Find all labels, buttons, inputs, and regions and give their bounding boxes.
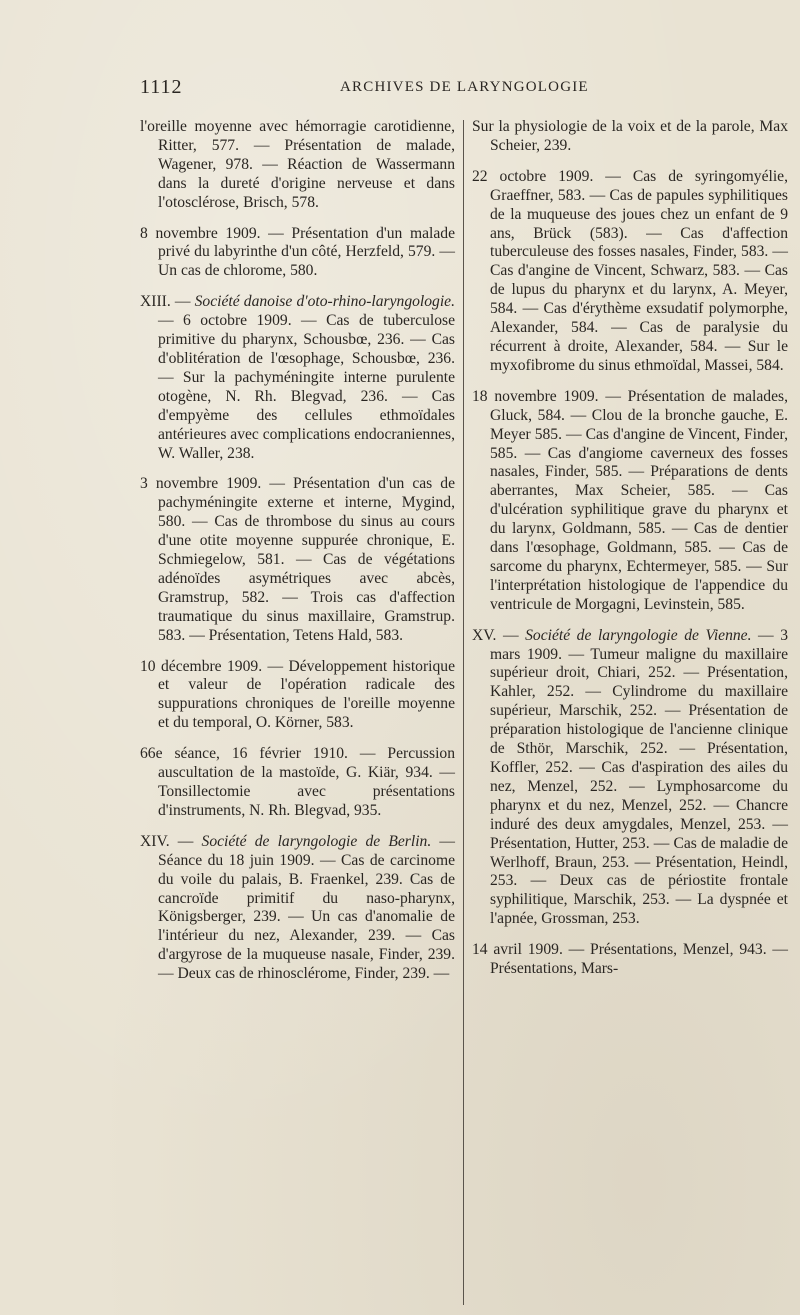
index-entry: 22 octobre 1909. — Cas de syringomyélie, Graeffner, 583. — Cas de papules syphilitiques de la muqueuse des joues chez un enfant de 9 ans, Brück (583). — Cas d'affection tuberculeuse des fosses nasales, Finder, 583. — Cas d'angine de Vincent, Schwarz, 583. — Cas de lupus du pharynx et du larynx, A. Meyer, 584. — Cas d'érythème exsudatif polymorphe, Alexander, 584. — Cas de paralysie du récurrent à droite, Alexander, 584. — Sur le myxofibrome du sinus ethmoïdal, Massei, 584. bbox=[472, 167, 788, 374]
index-entry: 3 novembre 1909. — Présentation d'un cas de pachyméningite externe et interne, Mygind, 580. — Cas de thrombose du sinus au cours d'une otite moyenne suppurée chronique, E. Schmiegelow, 581. — Cas de végétations adénoïdes asymétriques avec abcès, Gramstrup, 582. — Trois cas d'affection traumatique du sinus maxillaire, Gramstrup. 583. — Présentation, Tetens Hald, 583. bbox=[140, 475, 455, 644]
index-entry: l'oreille moyenne avec hémorragie carotidienne, Ritter, 577. — Présentation de malade, Wagener, 978. — Réaction de Wassermann dans la dureté d'origine nerveuse et dans l'otosclérose, Brisch, 578. bbox=[140, 118, 455, 211]
index-entry: 8 novembre 1909. — Présentation d'un malade privé du labyrinthe d'un côté, Herzfeld, 579. — Un cas de chlorome, 580. bbox=[140, 224, 455, 280]
index-entry: 66e séance, 16 février 1910. — Percussion auscultation de la mastoïde, G. Kiär, 934. — Tonsillectomie avec présentations d'instruments, N. Rh. Blegvad, 935. bbox=[140, 745, 455, 819]
society-name: Société de laryngologie de Vienne. bbox=[525, 626, 752, 644]
page-header bbox=[140, 76, 700, 98]
index-entry: Sur la physiologie de la voix et de la parole, Max Scheier, 239. bbox=[472, 118, 788, 154]
left-column bbox=[140, 118, 455, 996]
section-entry: XIII. — Société danoise d'oto-rhino-laryngologie. — 6 octobre 1909. — Cas de tuberculose primitive du pharynx, Schousbœ, 236. — Cas d'oblitération de l'œsophage, Schousbœ, 236. — Sur la pachyméningite interne purulente otogène, N. Rh. Blegvad, 236. — Cas d'empyème des cellules ethmoïdales antérieures avec complications endocraniennes, W. Waller, 238. bbox=[140, 293, 456, 462]
society-name: Société de laryngologie de Berlin. bbox=[201, 832, 432, 850]
section-entry: XV. — Société de laryngologie de Vienne. — 3 mars 1909. — Tumeur maligne du maxillaire supérieur droit, Chiari, 252. — Présentation, Kahler, 252. — Cylindrome du maxillaire supérieur, Marschik, 252. — Présentation de préparation histologique de l'ancienne clinique de Sthör, Marschik, 252. — Présentation, Koffler, 252. — Cas d'aspiration des ailes du nez, Menzel, 252. — Lymphosarcome du pharynx et du nez, Menzel, 252. — Chancre induré des deux amygdales, Menzel, 253. — Présentation, Hutter, 253. — Cas de maladie de Werlhoff, Braun, 253. — Présentation, Heindl, 253. — Deux cas de périostite frontale syphilitique, Marschik, 253. — La dyspnée et l'apnée, Grossman, 253. bbox=[472, 626, 788, 928]
page-number: 1112 bbox=[140, 76, 183, 98]
running-head: ARCHIVES DE LARYNGOLOGIE bbox=[340, 79, 589, 95]
column-divider bbox=[463, 120, 464, 1305]
society-name: Société danoise d'oto-rhino-laryngologie. bbox=[194, 293, 455, 311]
index-entry: 10 décembre 1909. — Développement historique et valeur de l'opération radicale des suppurations chroniques de l'oreille moyenne et du temporal, O. Körner, 583. bbox=[140, 657, 455, 732]
index-entry: 18 novembre 1909. — Présentation de malades, Gluck, 584. — Clou de la bronche gauche, E. Meyer 585. — Cas d'angine de Vincent, Finder, 585. — Cas d'angiome caverneux des fosses nasales, Finder, 585. — Préparations de dents aberrantes, Max Scheier, 585. — Cas d'ulcération syphilitique grave du pharynx et du larynx, Goldmann, 585. — Cas de dentier dans l'œsophage, Goldmann, 585. — Cas de sarcome du pharynx, Echtermeyer, 585. — Sur l'interprétation histologique de l'appendice du ventricule de Morgagni, Levinstein, 585. bbox=[472, 387, 788, 613]
index-entry: 14 avril 1909. — Présentations, Menzel, 943. — Présentations, Mars- bbox=[472, 941, 788, 978]
section-entry: XIV. — Société de laryngologie de Berlin. — Séance du 18 juin 1909. — Cas de carcinome du voile du palais, B. Fraenkel, 239. Cas de cancroïde primitif du naso-pharynx, Königsberger, 239. — Un cas d'anomalie de l'intérieur du nez, Alexander, 239. — Cas d'argyrose de la muqueuse nasale, Finder, 239. — Deux cas de rhinosclérome, Finder, 239. — bbox=[140, 832, 455, 983]
right-column bbox=[472, 118, 788, 991]
